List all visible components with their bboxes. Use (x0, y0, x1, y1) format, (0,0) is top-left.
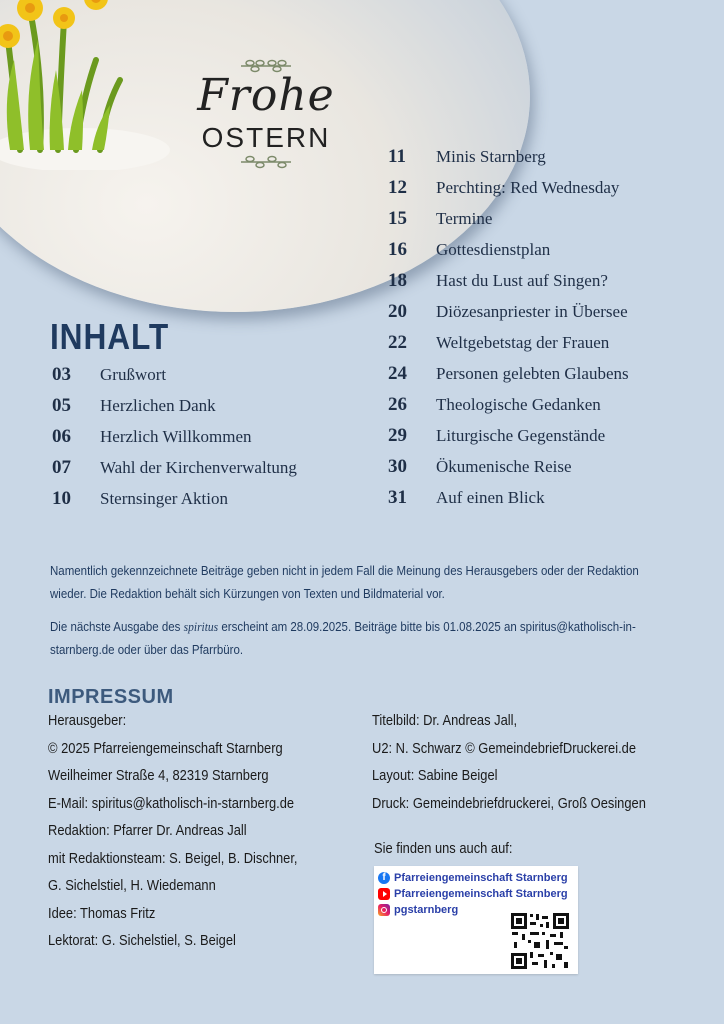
toc-entry[interactable] (388, 363, 629, 394)
toc-page-number: 29 (388, 425, 407, 446)
toc-entry-label: Diözesanpriester in Übersee (436, 302, 628, 321)
toc-entry[interactable] (388, 425, 629, 456)
toc-right-column (388, 146, 629, 518)
toc-entry-label: Sternsinger Aktion (100, 489, 228, 508)
next-issue-suffix: erscheint am 28.09.2025. Beiträge bitte bis 01.08.2025 an spiritus@katholisch-in-starnberg.de oder über das Pfarrbüro. (50, 620, 636, 657)
toc-page-number: 05 (52, 395, 71, 416)
toc-page-number: 22 (388, 332, 407, 353)
toc-entry[interactable] (388, 146, 629, 177)
toc-page-number: 24 (388, 363, 407, 384)
impressum-title: IMPRESSUM (48, 686, 174, 708)
toc-entry-label: Weltgebetstag der Frauen (436, 333, 610, 352)
toc-entry[interactable] (52, 488, 297, 519)
toc-entry-label: Termine (436, 209, 493, 228)
instagram-label: pgstarnberg (394, 904, 459, 916)
toc-entry[interactable] (388, 208, 629, 239)
editorial-disclaimer: Namentlich gekennzeichnete Beiträge geben nicht in jedem Fall die Meinung des Herausgebers oder der Redaktion wieder. Die Redaktion behält sich Kürzungen von Texten und Bildmaterial vor. (50, 564, 639, 601)
toc-title: INHALT (50, 316, 170, 357)
toc-entry[interactable] (388, 270, 629, 301)
impressum-line: Layout: Sabine Beigel (372, 767, 498, 784)
toc-page-number: 07 (52, 457, 71, 478)
youtube-icon (378, 888, 390, 900)
qr-code[interactable] (510, 912, 570, 970)
next-issue-notice (50, 616, 676, 662)
toc-page-number: 10 (52, 488, 71, 509)
toc-entry[interactable] (52, 364, 297, 395)
toc-entry-label: Auf einen Blick (436, 488, 545, 507)
facebook-link[interactable] (378, 872, 568, 884)
impressum-line: G. Sichelstiel, H. Wiedemann (48, 877, 216, 894)
toc-entry[interactable] (52, 426, 297, 457)
impressum-left-column (48, 712, 298, 960)
facebook-icon: f (378, 872, 390, 884)
easter-greeting (196, 58, 336, 170)
daffodil-illustration (0, 0, 180, 170)
toc-entry-label: Wahl der Kirchenverwaltung (100, 458, 297, 477)
social-card (374, 866, 578, 974)
social-heading: Sie finden uns auch auf: (374, 840, 513, 857)
sprig-bottom-icon (236, 154, 296, 170)
impressum-line: © 2025 Pfarreiengemeinschaft Starnberg (48, 739, 283, 757)
toc-entry-label: Personen gelebten Glaubens (436, 364, 629, 383)
toc-page-number: 11 (388, 146, 406, 167)
toc-page-number: 18 (388, 270, 407, 291)
toc-page-number: 30 (388, 456, 407, 477)
toc-page-number: 20 (388, 301, 407, 322)
toc-page-number: 06 (52, 426, 71, 447)
youtube-link[interactable] (378, 888, 568, 900)
impressum-line: Titelbild: Dr. Andreas Jall, (372, 712, 518, 729)
impressum-email-line[interactable]: E-Mail: spiritus@katholisch-in-starnberg.de (48, 794, 295, 812)
impressum-right-column (372, 712, 646, 822)
impressum-line: Lektorat: G. Sichelstiel, S. Beigel (48, 932, 236, 949)
toc-entry-label: Perchting: Red Wednesday (436, 178, 620, 197)
impressum-line: mit Redaktionsteam: S. Beigel, B. Dischner, (48, 849, 298, 867)
facebook-label: Pfarreiengemeinschaft Starnberg (394, 872, 568, 884)
toc-left-column (52, 364, 297, 519)
toc-entry[interactable] (52, 457, 297, 488)
impressum-line: Redaktion: Pfarrer Dr. Andreas Jall (48, 822, 247, 839)
impressum-line: Druck: Gemeindebriefdruckerei, Groß Oesingen (372, 794, 646, 812)
toc-entry-label: Liturgische Gegenstände (436, 426, 606, 445)
toc-entry-label: Herzlich Willkommen (100, 427, 252, 446)
toc-page-number: 03 (52, 364, 71, 385)
youtube-label: Pfarreiengemeinschaft Starnberg (394, 888, 568, 900)
toc-entry-label: Theologische Gedanken (436, 395, 601, 414)
toc-page-number: 16 (388, 239, 407, 260)
toc-entry[interactable] (388, 301, 629, 332)
toc-entry-label: Minis Starnberg (436, 147, 546, 166)
impressum-line: U2: N. Schwarz © GemeindebriefDruckerei.de (372, 739, 637, 757)
impressum-line: Idee: Thomas Fritz (48, 904, 156, 922)
toc-entry-label: Hast du Lust auf Singen? (436, 271, 608, 290)
toc-page-number: 12 (388, 177, 407, 198)
toc-page-number: 31 (388, 487, 407, 508)
greeting-caps: OSTERN (201, 122, 331, 153)
instagram-icon (378, 904, 390, 916)
toc-entry[interactable] (52, 395, 297, 426)
toc-entry[interactable] (388, 487, 629, 518)
greeting-script: Frohe (197, 70, 335, 121)
next-issue-prefix: Die nächste Ausgabe des (50, 620, 181, 634)
publication-name: spiritus (183, 620, 219, 634)
toc-entry[interactable] (388, 394, 629, 425)
toc-entry[interactable] (388, 456, 629, 487)
impressum-line: Weilheimer Straße 4, 82319 Starnberg (48, 767, 269, 784)
toc-entry-label: Herzlichen Dank (100, 396, 216, 415)
toc-entry-label: Grußwort (100, 365, 167, 384)
toc-entry[interactable] (388, 332, 629, 363)
impressum-line: Herausgeber: (48, 712, 127, 729)
toc-entry-label: Gottesdienstplan (436, 240, 551, 259)
toc-entry[interactable] (388, 239, 629, 270)
toc-page-number: 26 (388, 394, 407, 415)
toc-entry[interactable] (388, 177, 629, 208)
toc-entry-label: Ökumenische Reise (436, 457, 572, 476)
toc-page-number: 15 (388, 208, 407, 229)
instagram-link[interactable] (378, 904, 458, 916)
